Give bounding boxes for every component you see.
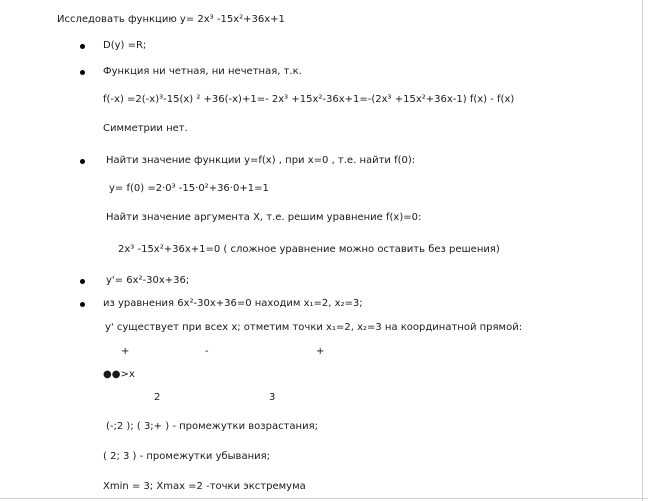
root-line: Найти значение аргумента X, т.е. решим уравнение f(x)=0: xyxy=(106,212,422,223)
page-edge-right xyxy=(642,0,643,501)
domain-line: D(y) =R; xyxy=(103,40,147,51)
point-label-2: 2 xyxy=(154,392,161,403)
sign-plus-right: + xyxy=(316,346,325,357)
f0-line: Найти значение функции y=f(x) , при x=0 , т.е. найти f(0): xyxy=(106,155,416,166)
sign-minus: - xyxy=(205,346,209,357)
sign-plus-left: + xyxy=(121,346,130,357)
bullet-3 xyxy=(80,159,85,164)
derivative-line: y'= 6x²-30x+36; xyxy=(106,275,190,286)
parity-line: Функция ни четная, ни нечетная, т.к. xyxy=(103,66,302,77)
increase-line: (-;2 ); ( 3;+ ) - промежутки возрастания; xyxy=(106,421,318,432)
f0-formula: y= f(0) =2·0³ -15·0²+36·0+1=1 xyxy=(109,183,269,194)
bullet-4 xyxy=(80,279,85,284)
point-label-3: 3 xyxy=(269,392,276,403)
critical-line: из уравнения 6x²-30x+36=0 находим x₁=2, x₂=3; xyxy=(103,298,363,309)
parity-formula: f(-x) =2(-x)³-15(x) ² +36(-x)+1=- 2x³ +15x²-36x+1=-(2x³ +15x²+36x-1) f(x) - f(x) xyxy=(103,94,515,105)
exists-line: y' существует при всех x; отметим точки x₁=2, x₂=3 на координатной прямой: xyxy=(105,322,523,333)
extrema-line: Xmin = 3; Xmax =2 -точки экстремума xyxy=(103,481,306,492)
number-line-axis: ●●>x xyxy=(103,369,135,380)
page-edge-bottom xyxy=(0,498,648,499)
root-formula: 2x³ -15x²+36x+1=0 ( сложное уравнение можно оставить без решения) xyxy=(118,244,500,255)
symmetry-line: Симметрии нет. xyxy=(103,123,188,134)
bullet-2 xyxy=(80,70,85,75)
doc-title: Исследовать функцию y= 2x³ -15x²+36x+1 xyxy=(57,14,285,25)
decrease-line: ( 2; 3 ) - промежутки убывания; xyxy=(103,451,270,462)
bullet-1 xyxy=(80,44,85,49)
bullet-5 xyxy=(80,302,85,307)
